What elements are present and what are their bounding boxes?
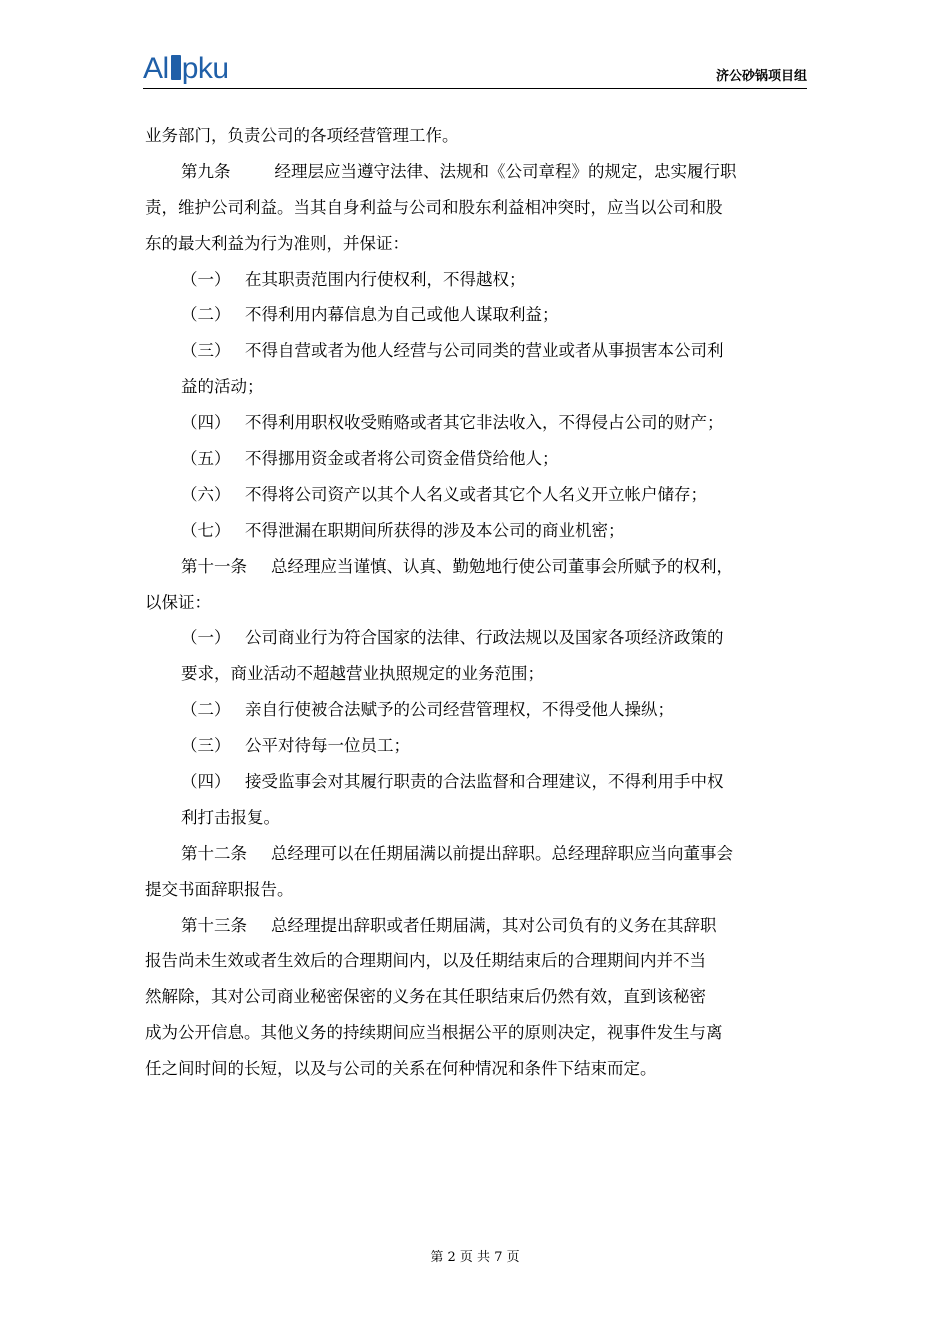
list-item-number: （五） — [181, 449, 231, 469]
project-title: 济公砂锅项目组 — [715, 69, 807, 84]
list-item-number: （四） — [181, 413, 231, 433]
list-item-number: （一） — [181, 628, 231, 648]
text-line — [145, 1015, 809, 1051]
text-line — [145, 1051, 809, 1087]
list-item — [145, 764, 809, 800]
paragraph-text: 然解除，其对公司商业秘密保密的义务在其任职结束后仍然有效，直到该秘密 — [145, 987, 706, 1007]
text-line — [145, 190, 809, 226]
text-line — [145, 872, 809, 908]
list-item-text: 公司商业行为符合国家的法律、行政法规以及国家各项经济政策的 — [245, 628, 724, 648]
list-item-continuation — [145, 800, 809, 836]
list-item-text: 在其职责范围内行使权利，不得越权； — [245, 269, 526, 289]
text-line — [145, 943, 809, 979]
paragraph-text: 总经理提出辞职或者任期届满，其对公司负有的义务在其辞职 — [271, 915, 717, 935]
list-item — [145, 333, 809, 369]
list-item-text: 不得利用内幕信息为自己或他人谋取利益； — [245, 305, 559, 325]
paragraph-text: 报告尚未生效或者生效后的合理期间内，以及任期结束后的合理期间内并不当 — [145, 951, 706, 971]
list-item-number: （三） — [181, 341, 231, 361]
list-item-text: 公平对待每一位员工； — [245, 736, 410, 756]
list-item — [145, 297, 809, 333]
paragraph-text: 业务部门，负责公司的各项经营管理工作。 — [145, 126, 459, 145]
paragraph-text: 责，维护公司利益。当其自身利益与公司和股东利益相冲突时，应当以公司和股 — [145, 197, 723, 217]
list-item-number: （三） — [181, 736, 231, 756]
list-item — [145, 441, 809, 477]
text-line — [145, 226, 809, 262]
paragraph-text: 东的最大利益为行为准则，并保证： — [145, 233, 409, 253]
list-item — [145, 513, 809, 549]
paragraph-text: 提交书面辞职报告。 — [145, 879, 294, 899]
text-line — [145, 118, 809, 154]
list-item-continuation — [145, 656, 809, 692]
paragraph-text: 总经理可以在任期届满以前提出辞职。总经理辞职应当向董事会 — [271, 843, 733, 863]
list-item — [145, 620, 809, 656]
list-item-text: 利打击报复。 — [181, 807, 280, 827]
list-item-text: 益的活动； — [181, 377, 264, 397]
article-9 — [145, 154, 809, 190]
logo-mark-icon — [171, 55, 181, 80]
list-item — [145, 477, 809, 513]
paragraph-text: 任之间时间的长短，以及与公司的关系在何种情况和条件下结束而定。 — [145, 1059, 657, 1079]
article-number: 第十二条 — [181, 843, 247, 863]
logo-text-left: Al — [143, 52, 169, 85]
list-item-text: 接受监事会对其履行职责的合法监督和合理建议，不得利用手中权 — [245, 772, 724, 792]
list-item-text: 要求，商业活动不超越营业执照规定的业务范围； — [181, 664, 544, 684]
article-number: 第九条 — [181, 161, 231, 181]
article-11 — [145, 549, 809, 585]
list-item — [145, 692, 809, 728]
list-item-continuation — [145, 369, 809, 405]
list-item-text: 不得自营或者为他人经营与公司同类的营业或者从事损害本公司利 — [245, 341, 724, 361]
paragraph-text: 以保证： — [145, 592, 211, 612]
list-item-text: 不得挪用资金或者将公司资金借贷给他人； — [245, 449, 559, 469]
company-logo — [143, 52, 229, 86]
paragraph-text: 总经理应当谨慎、认真、勤勉地行使公司董事会所赋予的权利， — [271, 556, 733, 576]
text-line — [145, 979, 809, 1015]
list-item-number: （二） — [181, 305, 231, 325]
article-number: 第十三条 — [181, 915, 247, 935]
list-item-text: 不得利用职权收受贿赂或者其它非法收入，不得侵占公司的财产； — [245, 413, 724, 433]
article-number: 第十一条 — [181, 556, 247, 576]
page-header — [143, 50, 807, 89]
paragraph-text: 经理层应当遵守法律、法规和《公司章程》的规定，忠实履行职 — [274, 161, 737, 181]
document-body — [145, 118, 809, 1087]
list-item — [145, 405, 809, 441]
list-item-number: （一） — [181, 269, 231, 289]
list-item-text: 不得将公司资产以其个人名义或者其它个人名义开立帐户储存； — [245, 484, 707, 504]
list-item-number: （四） — [181, 772, 231, 792]
list-item — [145, 262, 809, 298]
text-line — [145, 585, 809, 621]
list-item — [145, 728, 809, 764]
page-footer: 第 2 页 共 7 页 — [430, 1250, 520, 1265]
paragraph-text: 成为公开信息。其他义务的持续期间应当根据公平的原则决定，视事件发生与离 — [145, 1023, 723, 1043]
logo-text-right: pku — [181, 52, 229, 85]
article-12 — [145, 836, 809, 872]
list-item-number: （七） — [181, 520, 231, 540]
list-item-text: 不得泄漏在职期间所获得的涉及本公司的商业机密； — [245, 520, 625, 540]
article-13 — [145, 908, 809, 944]
list-item-number: （二） — [181, 700, 231, 720]
list-item-number: （六） — [181, 484, 231, 504]
list-item-text: 亲自行使被合法赋予的公司经营管理权，不得受他人操纵； — [245, 700, 674, 720]
